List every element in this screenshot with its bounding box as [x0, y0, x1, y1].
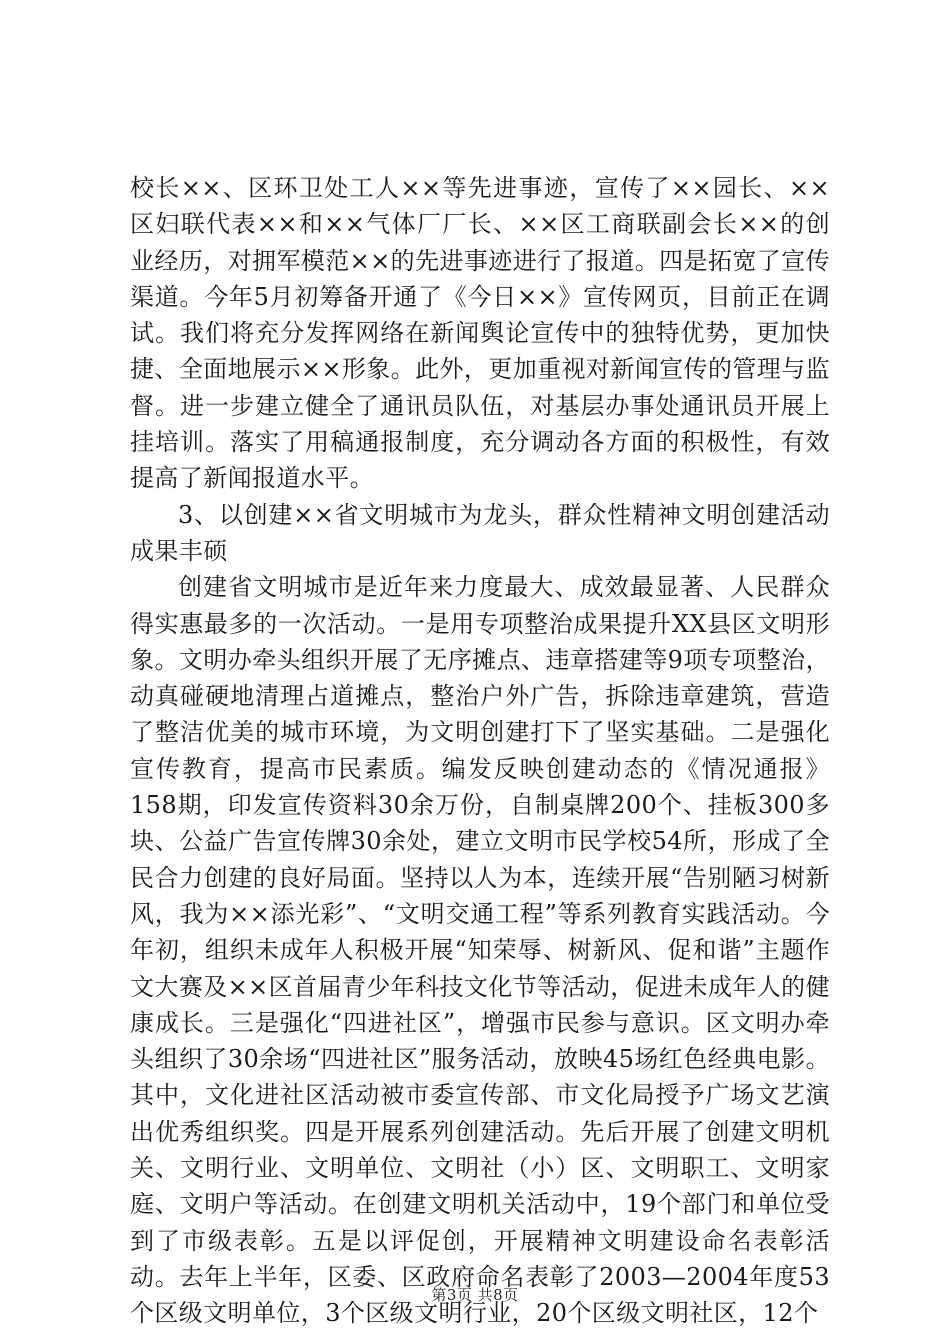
paragraph-continuation: 校长××、区环卫处工人××等先进事迹，宣传了××园长、××区妇联代表××和××气体厂厂长、××区工商联副会长××的创业经历，对拥军模范××的先进事迹进行了报道。四是拓宽了宣传渠道。今年5月初筹备开通了《今日××》宣传网页，目前正在调试。我们将充分发挥网络在新闻舆论宣传中的独特优势，更加快捷、全面地展示××形象。此外，更加重视对新闻宣传的管理与监督。进一步建立健全了通讯员队伍，对基层办事处通讯员开展上挂培训。落实了用稿通报制度，充分调动各方面的积极性，有效提高了新闻报道水平。 — [130, 174, 830, 493]
paragraph-civilization-campaign: 创建省文明城市是近年来力度最大、成效最显著、人民群众得实惠最多的一次活动。一是用专项整治成果提升XX县区文明形象。文明办牵头组织开展了无序摊点、违章搭建等9项专项整治，动真碰硬地清理占道摊点，整治户外广告，拆除违章建筑，营造了整洁优美的城市环境，为文明创建打下了坚实基础。二是强化宣传教育，提高市民素质。编发反映创建动态的《情况通报》158期，印发宣传资料30余万份，自制桌牌200个、挂板300多块、公益广告宣传牌30余处，建立文明市民学校54所，形成了全民合力创建的良好局面。坚持以人为本，连续开展“告别陋习树新风，我为××添光彩”、“文明交通工程”等系列教育实践活动。今年初，组织未成年人积极开展“知荣辱、树新风、促和谐”主题作文大赛及××区首届青少年科技文化节等活动，促进未成年人的健康成长。三是强化“四进社区”，增强市民参与意识。区文明办牵头组织了30余场“四进社区”服务活动，放映45场红色经典电影。其中，文化进社区活动被市委宣传部、市文化局授予广场文艺演出优秀组织奖。四是开展系列创建活动。先后开展了创建文明机关、文明行业、文明单位、文明社（小）区、文明职工、文明家庭、文明户等活动。在创建文明机关活动中，19个部门和单位受到了市级表彰。五是以评促创，开展精神文明建设命名表彰活动。去年上半年，区委、区政府命名表彰了2003—2004年度53个区级文明单位，3个区级文明行业，20个区级文明社区，12个 — [130, 573, 830, 1328]
section-heading: 3、以创建××省文明城市为龙头，群众性精神文明创建活动成果丰硕 — [130, 500, 830, 565]
document-body — [130, 170, 830, 1332]
page-number-footer: 第3页 共8页 — [431, 1286, 519, 1304]
